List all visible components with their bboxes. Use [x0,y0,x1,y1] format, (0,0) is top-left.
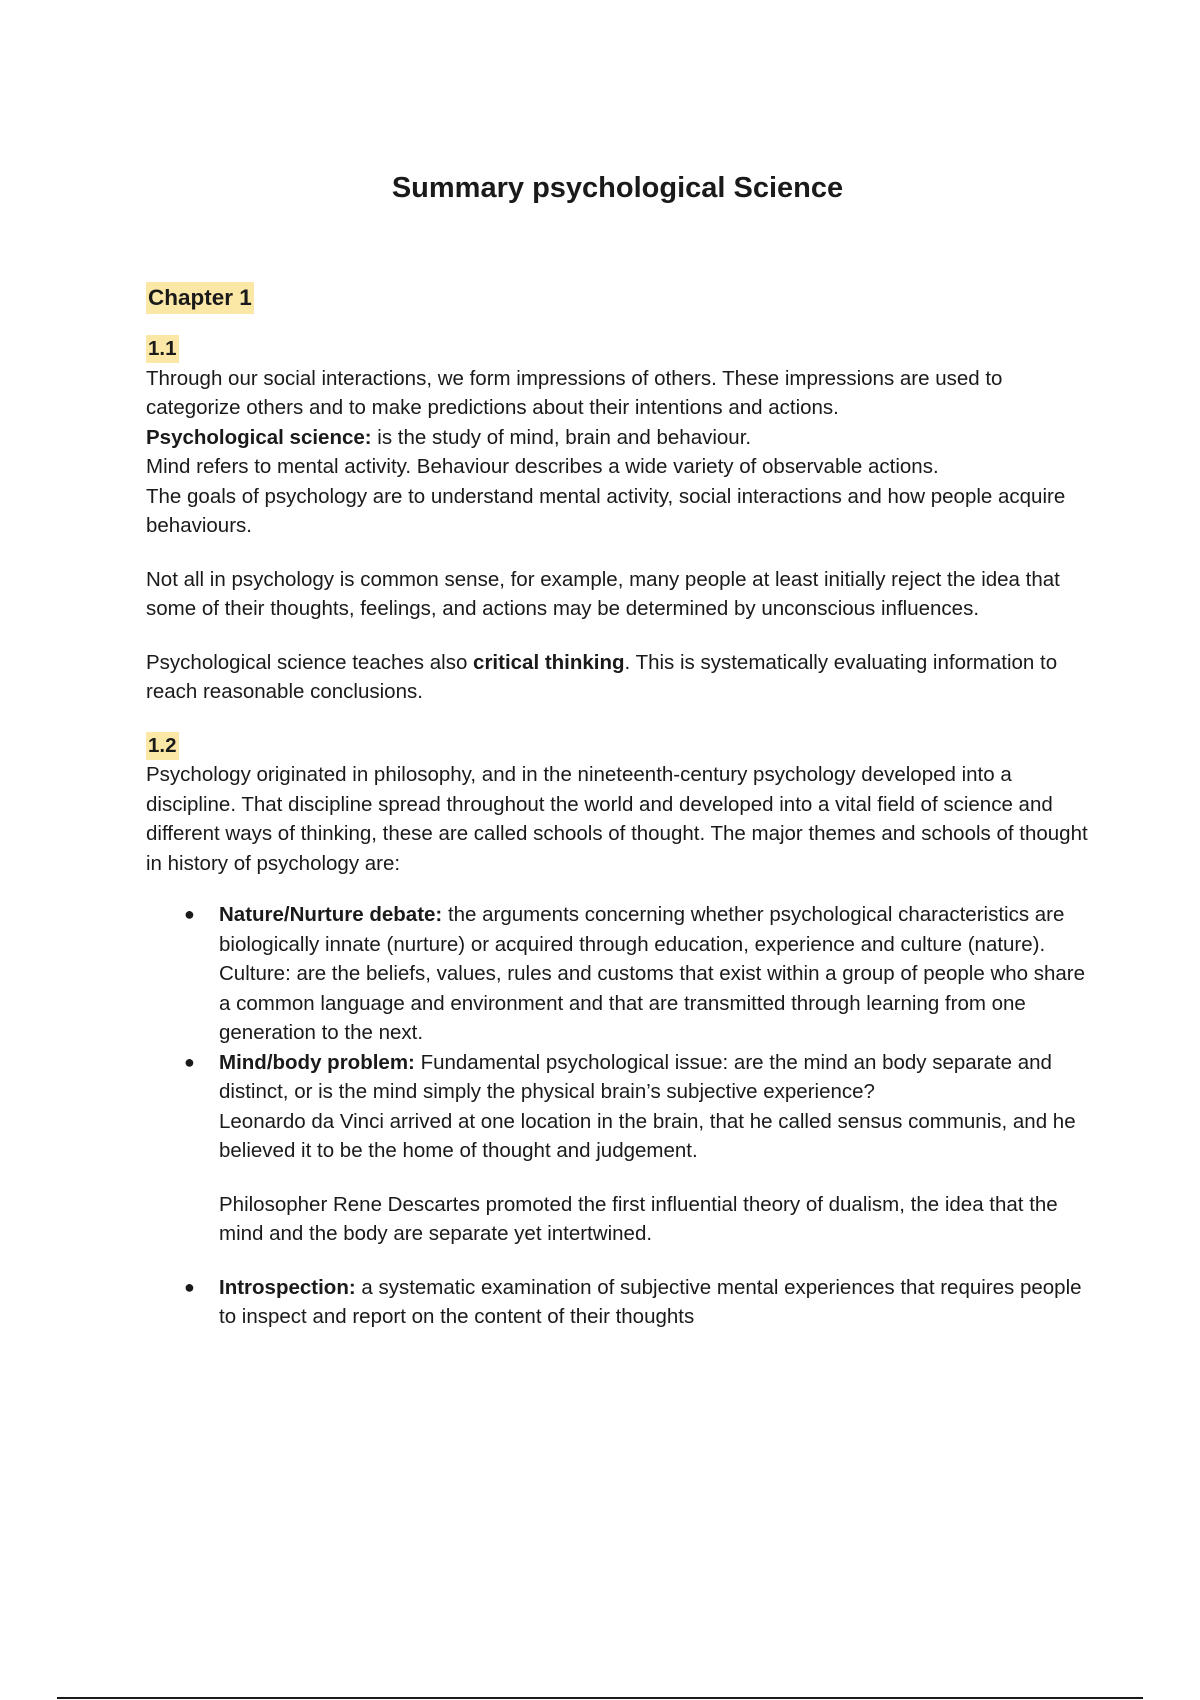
chapter-heading: Chapter 1 [146,282,254,314]
themes-list [146,900,1096,1332]
paragraph: The goals of psychology are to understand mental activity, social interactions and how people acquire behaviours. [146,484,1066,537]
list-item-text: the arguments concerning whether psychological characteristics are biologically innate (nurture) or acquired through education, experience and culture (nature). [219,903,1065,956]
paragraph: Not all in psychology is common sense, for example, many people at least initially reject the idea that some of their thoughts, feelings, and actions may be determined by unconscious influences. [146,567,1060,620]
section-1-1 [146,334,1096,707]
text-run: . This is systematically evaluating information to reach reasonable conclusions. [146,650,1058,703]
bullet-icon: ● [184,904,195,924]
list-item-term: Nature/Nurture debate: [219,903,443,926]
definition-term: Psychological science: [146,425,372,449]
list-item [146,1273,1096,1332]
document-body [146,282,1096,1332]
list-item-term: Mind/body problem: [219,1050,415,1074]
list-item [146,1048,1096,1273]
paragraph: Psychology originated in philosophy, and in the nineteenth-century psychology developed into a discipline. That discipline spread throughout the world and developed into a vital field of science and different ways of thinking, these are called schools of thought. The major themes and schools of thought in history of psychology are: [146,763,1088,875]
paragraph: Through our social interactions, we form impressions of others. These impressions are used to categorize others and to make predictions about their intentions and actions. [146,366,1003,419]
list-item-extra: Culture: are the beliefs, values, rules and customs that exist within a group of people who share a common language and environment and that are transmitted through learning from one generation to the next. [219,962,1086,1044]
section-number: 1.1 [146,335,179,363]
list-item-extra: Leonardo da Vinci arrived at one location in the brain, that he called sensus communis, and he believed it to be the home of thought and judgement. [219,1109,1076,1162]
definition-text: is the study of mind, brain and behaviour. [371,425,752,449]
list-item-term: Introspection: [219,1275,356,1299]
section-number: 1.2 [146,732,179,760]
bullet-icon: ● [184,1051,195,1072]
page-bottom-rule [57,1697,1143,1699]
list-item-extra: Philosopher Rene Descartes promoted the first influential theory of dualism, the idea that the mind and the body are separate yet intertwined. [219,1192,1058,1245]
text-run: Psychological science teaches also [146,650,474,674]
section-1-2 [146,731,1096,1332]
paragraph [146,648,1096,707]
definition-paragraph [146,423,1096,453]
list-item [146,900,1096,1048]
document-title: Summary psychological Science [391,172,844,204]
list-item-text: Fundamental psychological issue: are the mind an body separate and distinct, or is the mind simply the physical brain’s subjective experience? [219,1050,1052,1103]
list-item-text: a systematic examination of subjective mental experiences that requires people to inspect and report on the content of their thoughts [219,1275,1082,1328]
emphasis-term: critical thinking [473,650,625,674]
paragraph: Mind refers to mental activity. Behaviour describes a wide variety of observable actions. [146,455,939,478]
bullet-icon: ● [184,1276,195,1297]
